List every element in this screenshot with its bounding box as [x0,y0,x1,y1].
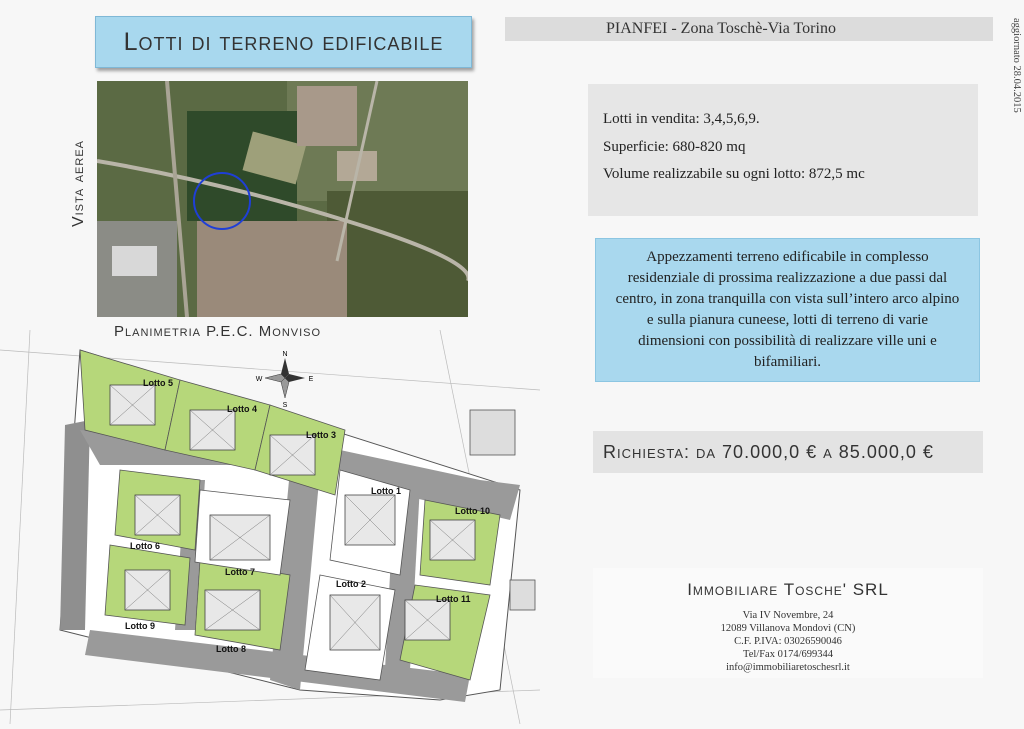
aerial-label: Vista aerea [70,140,87,228]
compass-icon [256,351,314,409]
lot-label-6: Lotto 6 [130,541,160,551]
contact-box [593,568,983,678]
compass-s: S [282,402,288,409]
price-text: Richiesta: da 70.000,0 € a 85.000,0 € [603,441,934,462]
lot-label-9: Lotto 9 [125,621,155,631]
city: 12089 Villanova Mondovì (CN) [720,623,856,634]
lot-label-3: Lotto 3 [306,430,336,440]
building-volume: Volume realizzabile su ogni lotto: 872,5 mc [603,166,865,182]
update-date: aggiornato 28.04.2015 [1011,18,1022,113]
description-box [595,238,980,382]
lot-label-7: Lotto 7 [225,567,255,577]
site-plan [0,330,540,724]
site-plan-drawing [0,330,540,724]
lot-label-11: Lotto 11 [436,594,471,604]
lot-info-box [588,84,978,216]
description-text: Appezzamenti terreno edificabile in complesso residenziale di prossima realizzazione a due passi dal centro, in zona tranquilla con vista sull’intero arco alpino e sulla pianura cuneese, lotti di terreno di varie dimensioni con possibilità di realizzare ville uni e bifamiliari. [615,249,960,370]
lot-label-8: Lotto 8 [216,644,246,654]
aerial-photo [97,81,468,317]
lot-label-1: Lotto 1 [371,486,401,496]
compass-w: W [255,376,263,383]
lot-label-2: Lotto 2 [336,579,366,589]
surface-area: Superficie: 680-820 mq [603,139,746,155]
plan-label: Planimetria P.E.C. Monviso [114,323,322,340]
location-text: PIANFEI - Zona Toschè-Via Torino [606,20,836,37]
title-box [95,16,472,68]
email-link[interactable]: info@immobiliaretoschesrl.it [726,662,850,673]
lots-for-sale: Lotti in vendita: 3,4,5,6,9. [603,111,760,127]
lot-label-5: Lotto 5 [143,378,173,388]
location-bar [505,17,993,41]
vat-number: C.F. P.IVA: 03026590046 [734,636,842,647]
compass-n: N [282,351,288,358]
lot-label-4: Lotto 4 [227,404,257,414]
page-title: Lotti di terreno edificabile [123,27,444,56]
compass-e: E [308,376,314,383]
lot-label-10: Lotto 10 [455,506,490,516]
phone: Tel/Fax 0174/699344 [743,649,833,660]
aerial-image [97,81,468,317]
price-box [593,431,983,473]
company-name: Immobiliare Tosche' SRL [687,580,889,599]
address: Via IV Novembre, 24 [742,610,834,621]
